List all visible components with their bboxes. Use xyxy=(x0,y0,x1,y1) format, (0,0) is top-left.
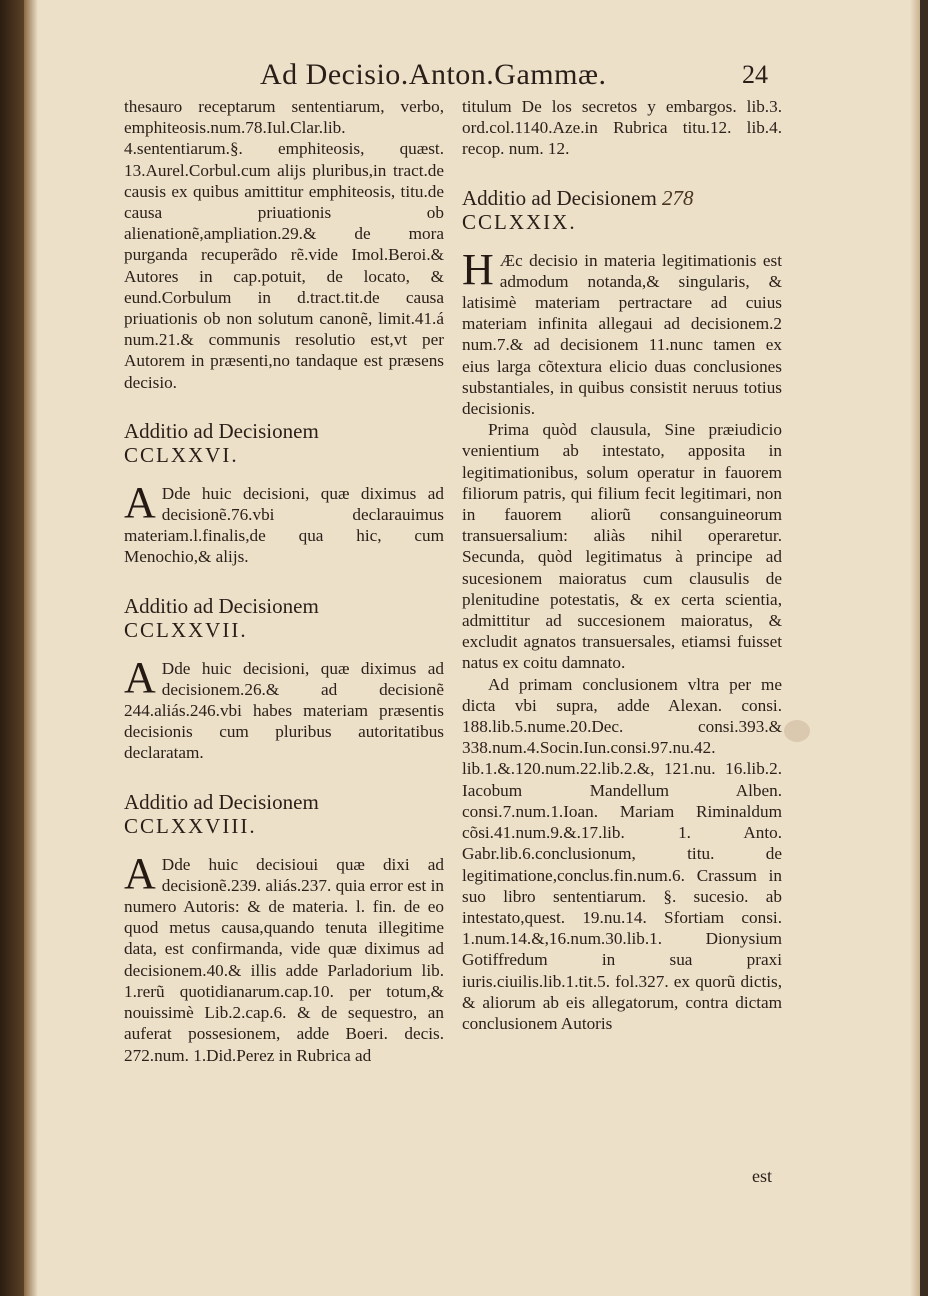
section-277 xyxy=(124,594,444,764)
section-278 xyxy=(124,790,444,1066)
right-continuation-text: titulum De los secretos y embargos. lib.3. ord.col.1140.Aze.in Rubrica titu.12. lib.4. recop. num. 12. xyxy=(462,97,782,159)
paragraph-text: Æc decisio in materia legitimationis est admodum notanda,& singularis, & latisimè materiam pertractare ad cuius materiam infinita allegaui ad decisionem.2 num.7.& ad decisionem 11.nunc tamen ex eius larga cõtextura elicio duas conclusiones substantiales, in quibus consistit neruus totius decisionis. xyxy=(462,250,782,419)
section-number: CCLXXVII. xyxy=(124,617,248,642)
drop-cap: H xyxy=(462,244,494,294)
section-text: Dde huic decisioni, quæ diximus ad decisionem.26.& ad decisionẽ 244.aliás.246.vbi habes materiam præsentis decisionis cum pluribus autoritatibus declaratam. xyxy=(124,658,444,763)
drop-cap: A xyxy=(124,477,156,527)
section-body xyxy=(124,477,444,568)
section-body xyxy=(124,848,444,1066)
section-number: CCLXXVIII. xyxy=(124,813,257,838)
section-text: Dde huic decisioui quæ dixi ad decisionẽ.239. aliás.237. quia error est in numero Autoris: & de materia. l. fin. de eo quod metus causa,quando tenuta illegitime data, est confirmanda, vide quæ diximus ad decisionem.40.& illis adde Parladorium lib. 1.rerũ quotidianarum.cap.10. per totum,& nouissimè Lib.2.cap.6. & de sequestro, an auferat possesionem, adde Boeri. decis. 272.num. 1.Did.Perez in Rubrica ad xyxy=(124,854,444,1065)
section-heading: Additio ad Decisionem xyxy=(124,593,319,618)
book-binding xyxy=(0,0,24,1296)
section-paragraph-2: Prima quòd clausula, Sine præiudicio venientium ab intestato, apposita in legitimationibus, solum operatur in fauorem filiorum patris, qui filium fecit legitimari, non in fauorem aliorũ consanguineorum transuersalium: aliàs nihil operaretur. Secunda, quòd legitimatus à principe ad sucesionem maioratus cum clausulis de plenitudine potestatis, & ex certa scientia, admittitur ad succesionem maioratus, & excludit agnatos transuersales, etiamsi fuisset natus ex coitu damnato. xyxy=(462,420,782,673)
section-heading: Additio ad Decisionem xyxy=(124,418,319,443)
section-body xyxy=(124,652,444,764)
drop-cap: A xyxy=(124,652,156,702)
drop-cap: A xyxy=(124,848,156,898)
right-column xyxy=(462,96,782,1034)
section-number: CCLXXVI. xyxy=(124,442,239,467)
left-continuation-text: thesauro receptarum sententiarum, verbo, emphiteosis.num.78.Iul.Clar.lib. 4.sententiarum.§. emphiteosis, quæst. 13.Aurel.Corbul.cum alijs pluribus,in tract.de causis ex quibus amittitur emphiteosis, titu.de causa priuationis ob alienationẽ,ampliation.29.& de mora purganda recuperãdo rẽ.vide Imol.Beroi.& Autores in cap.potuit, de locato, & eund.Corbulum in d.tract.tit.de causa priuationis ob non solutum canonẽ, limit.41.á num.21.& communis resolutio est,vt per Autorem in præsenti,no tandaque est præsens decisio. xyxy=(124,97,444,392)
paper-stain xyxy=(784,720,810,742)
running-title: Ad Decisio.Anton.Gammæ. xyxy=(260,58,607,91)
catchword: est xyxy=(752,1166,772,1186)
section-heading: Additio ad Decisionem 278 xyxy=(462,185,694,210)
handwritten-note: 278 xyxy=(662,185,694,210)
section-276 xyxy=(124,419,444,568)
section-number: CCLXXIX. xyxy=(462,209,577,234)
left-column xyxy=(124,96,444,1066)
section-paragraph-1 xyxy=(462,244,782,420)
section-paragraph-3: Ad primam conclusionem vltra per me dicta vbi supra, adde Alexan. consi. 188.lib.5.nume.20.Dec. consi.393.& 338.num.4.Socin.Iun.consi.97.nu.42. lib.1.&.120.num.22.lib.2.&, 121.nu. 16.lib.2. Iacobum Mandellum Alben. consi.7.num.1.Ioan. Mariam Riminaldum cõsi.41.num.9.&.17.lib. 1. Anto. Gabr.lib.6.conclusionum, titu. de legitimatione,conclus.fin.num.6. Crassum in suo libro sententiarum. §. sucesio. ab intestato,quest. 19.nu.14. Sfortiam consi. 1.num.14.&,16.num.30.lib.1. Dionysium Gotiffredum in sua praxi iuris.ciuilis.lib.1.tit.5. fol.327. ex quorũ dictis, & aliorum ab eis allegatorum, contra dictam conclusionem Autoris xyxy=(462,674,782,1033)
section-text: Dde huic decisioni, quæ diximus ad decisionẽ.76.vbi declarauimus materiam.l.finalis,de qua hic, cum Menochio,& alijs. xyxy=(124,483,444,567)
page-number: 24 xyxy=(742,60,768,89)
section-279 xyxy=(462,186,782,1035)
section-heading: Additio ad Decisionem xyxy=(124,789,319,814)
